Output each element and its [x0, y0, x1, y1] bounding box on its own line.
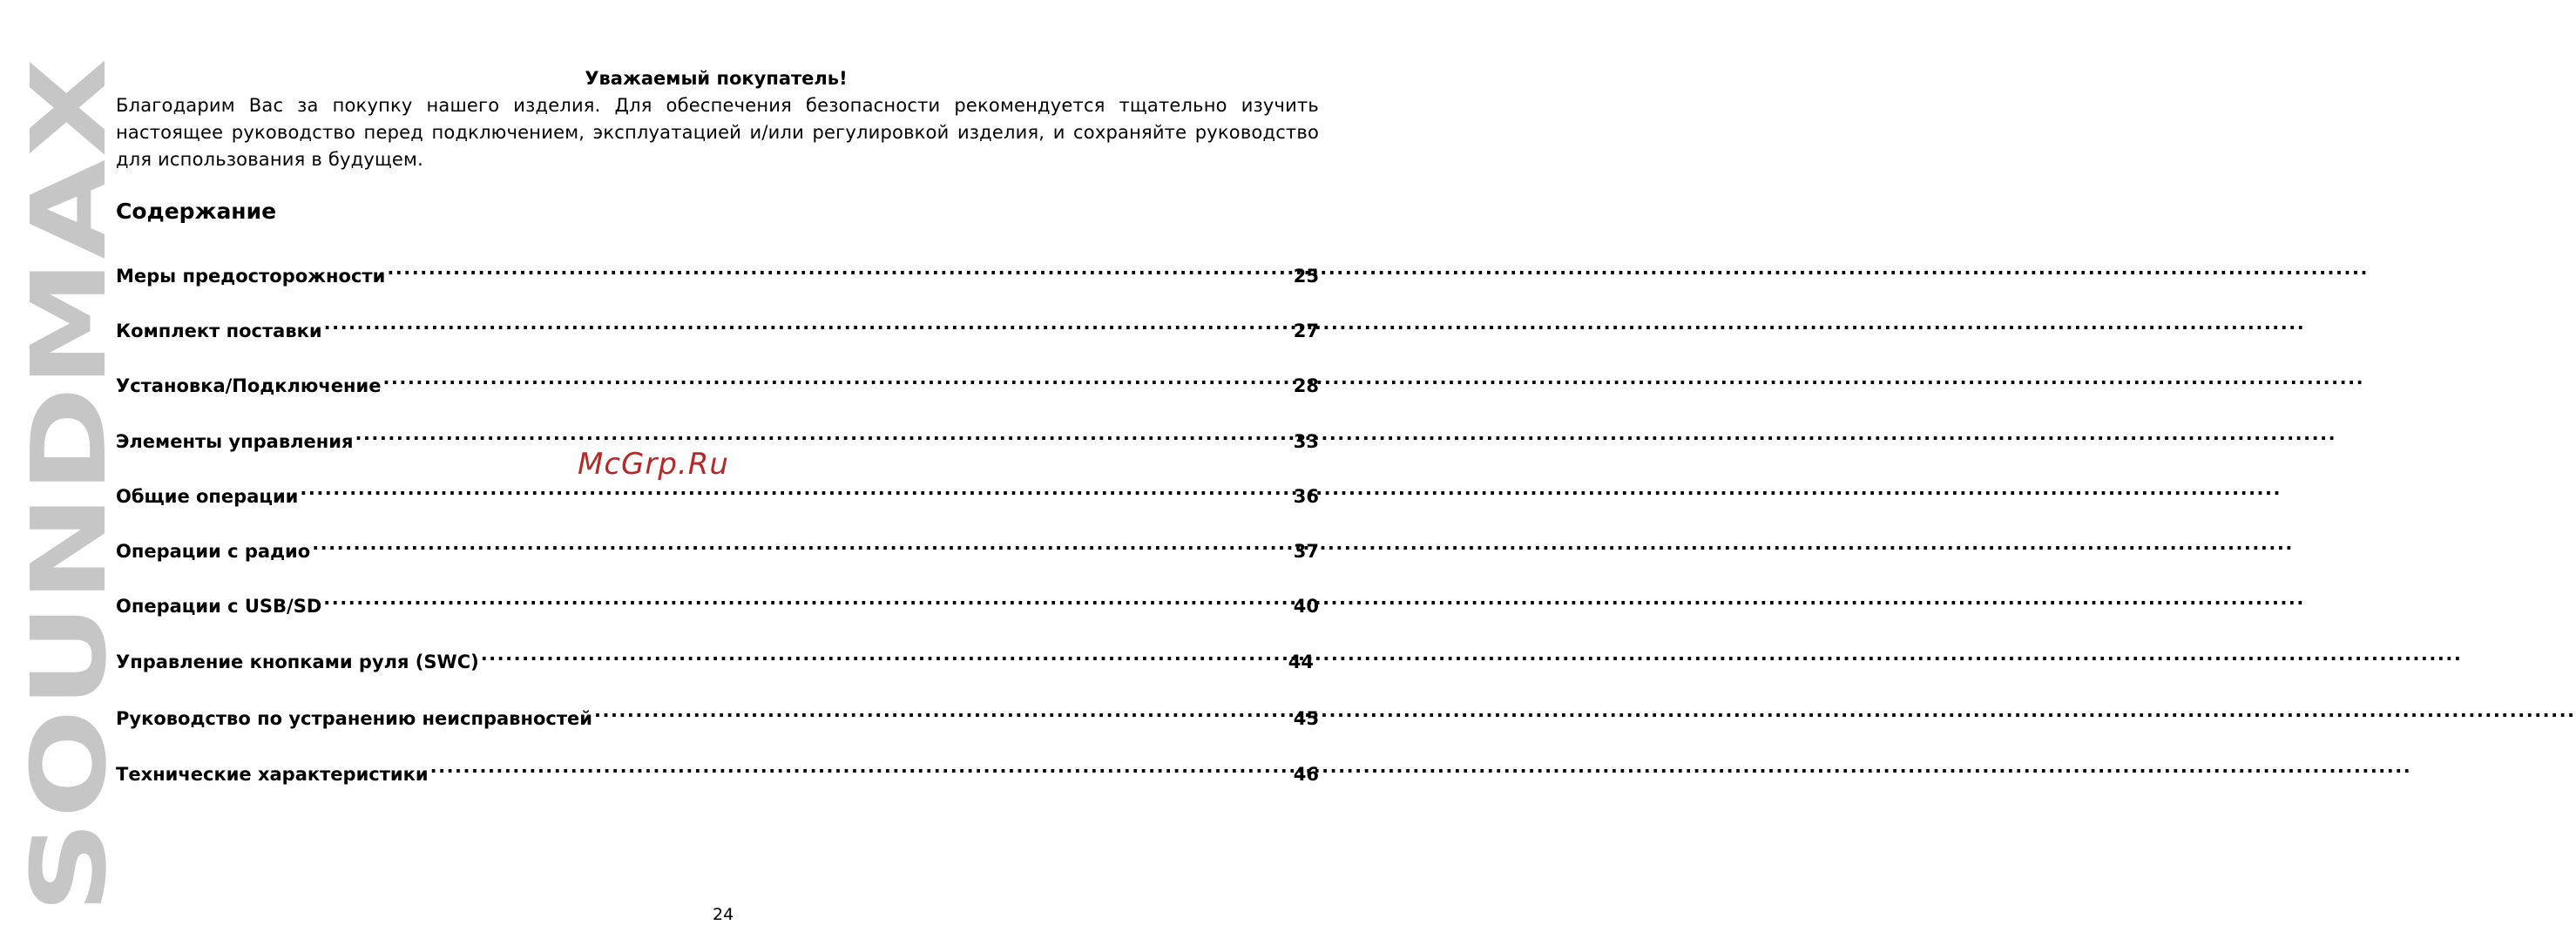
toc-leader-dots — [300, 475, 1291, 503]
toc-item[interactable] — [116, 364, 1319, 396]
toc-item-page: 33 — [1293, 431, 1319, 452]
toc-leader-dots — [324, 309, 1292, 337]
brand-letter: U — [9, 603, 129, 708]
toc-heading: Содержание — [116, 199, 277, 224]
toc-item-page: 37 — [1293, 541, 1319, 562]
toc-item-page: 25 — [1293, 266, 1319, 287]
toc-item-label: Операции с USB/SD — [116, 596, 322, 617]
toc-item-label: Комплект поставки — [116, 321, 322, 341]
toc-leader-dots — [382, 364, 1291, 392]
brand-letters — [9, 57, 129, 914]
toc-leader-dots — [594, 697, 1292, 725]
toc-item[interactable] — [116, 584, 1319, 617]
toc-leader-dots — [312, 530, 1292, 557]
brand-letter: O — [9, 709, 129, 819]
toc-item-page: 45 — [1293, 708, 1319, 729]
toc-item-page: 40 — [1293, 596, 1319, 617]
brand-logo — [9, 57, 129, 914]
toc-leader-dots — [430, 753, 1292, 780]
brand-letter: M — [9, 259, 129, 388]
toc-item[interactable] — [116, 530, 1319, 562]
watermark-text: McGrp.Ru — [578, 447, 729, 482]
brand-letter: A — [9, 159, 129, 260]
toc-item-label: Общие операции — [116, 486, 299, 507]
page-number: 24 — [713, 905, 734, 924]
toc-item-label: Установка/Подключение — [116, 375, 382, 396]
toc-item-label: Элементы управления — [116, 431, 354, 452]
toc-item-label: Управление кнопками руля (SWC) — [116, 652, 479, 672]
brand-letter: S — [9, 820, 129, 914]
toc-item[interactable] — [116, 420, 1319, 452]
toc-item-page: 27 — [1293, 321, 1319, 341]
intro-paragraph: Благодарим Вас за покупку нашего изделия. Для обеспечения безопасности рекомендуется тщательно изучить настоящее руководство перед подключением, эксплуатацией и/или регулировкой изделия, и сохраняйте руководство для использования в будущем. — [116, 95, 1319, 170]
greeting-title: Уважаемый покупатель! — [585, 68, 848, 89]
toc-leader-dots — [481, 640, 1287, 668]
brand-letter: N — [9, 494, 129, 603]
toc-item-page: 28 — [1293, 375, 1319, 396]
toc-item-page: 44 — [1288, 652, 1314, 672]
toc-item-label: Операции с радио — [116, 541, 311, 562]
toc-item-label: Руководство по устранению неисправностей — [116, 708, 592, 729]
toc-item[interactable] — [116, 254, 1319, 287]
toc-item[interactable] — [116, 753, 1319, 785]
toc-leader-dots — [355, 420, 1291, 448]
toc-leader-dots — [387, 254, 1291, 282]
toc-item[interactable] — [116, 640, 1314, 672]
toc-item-label: Меры предосторожности — [116, 266, 386, 287]
toc-item-page: 36 — [1293, 486, 1319, 507]
brand-letter: D — [9, 386, 129, 494]
toc-item[interactable] — [116, 309, 1319, 341]
toc-item-page: 46 — [1293, 764, 1319, 785]
toc-item[interactable] — [116, 697, 1319, 729]
toc-item-label: Технические характеристики — [116, 764, 429, 785]
brand-letter: X — [9, 57, 129, 158]
toc-leader-dots — [323, 584, 1291, 612]
